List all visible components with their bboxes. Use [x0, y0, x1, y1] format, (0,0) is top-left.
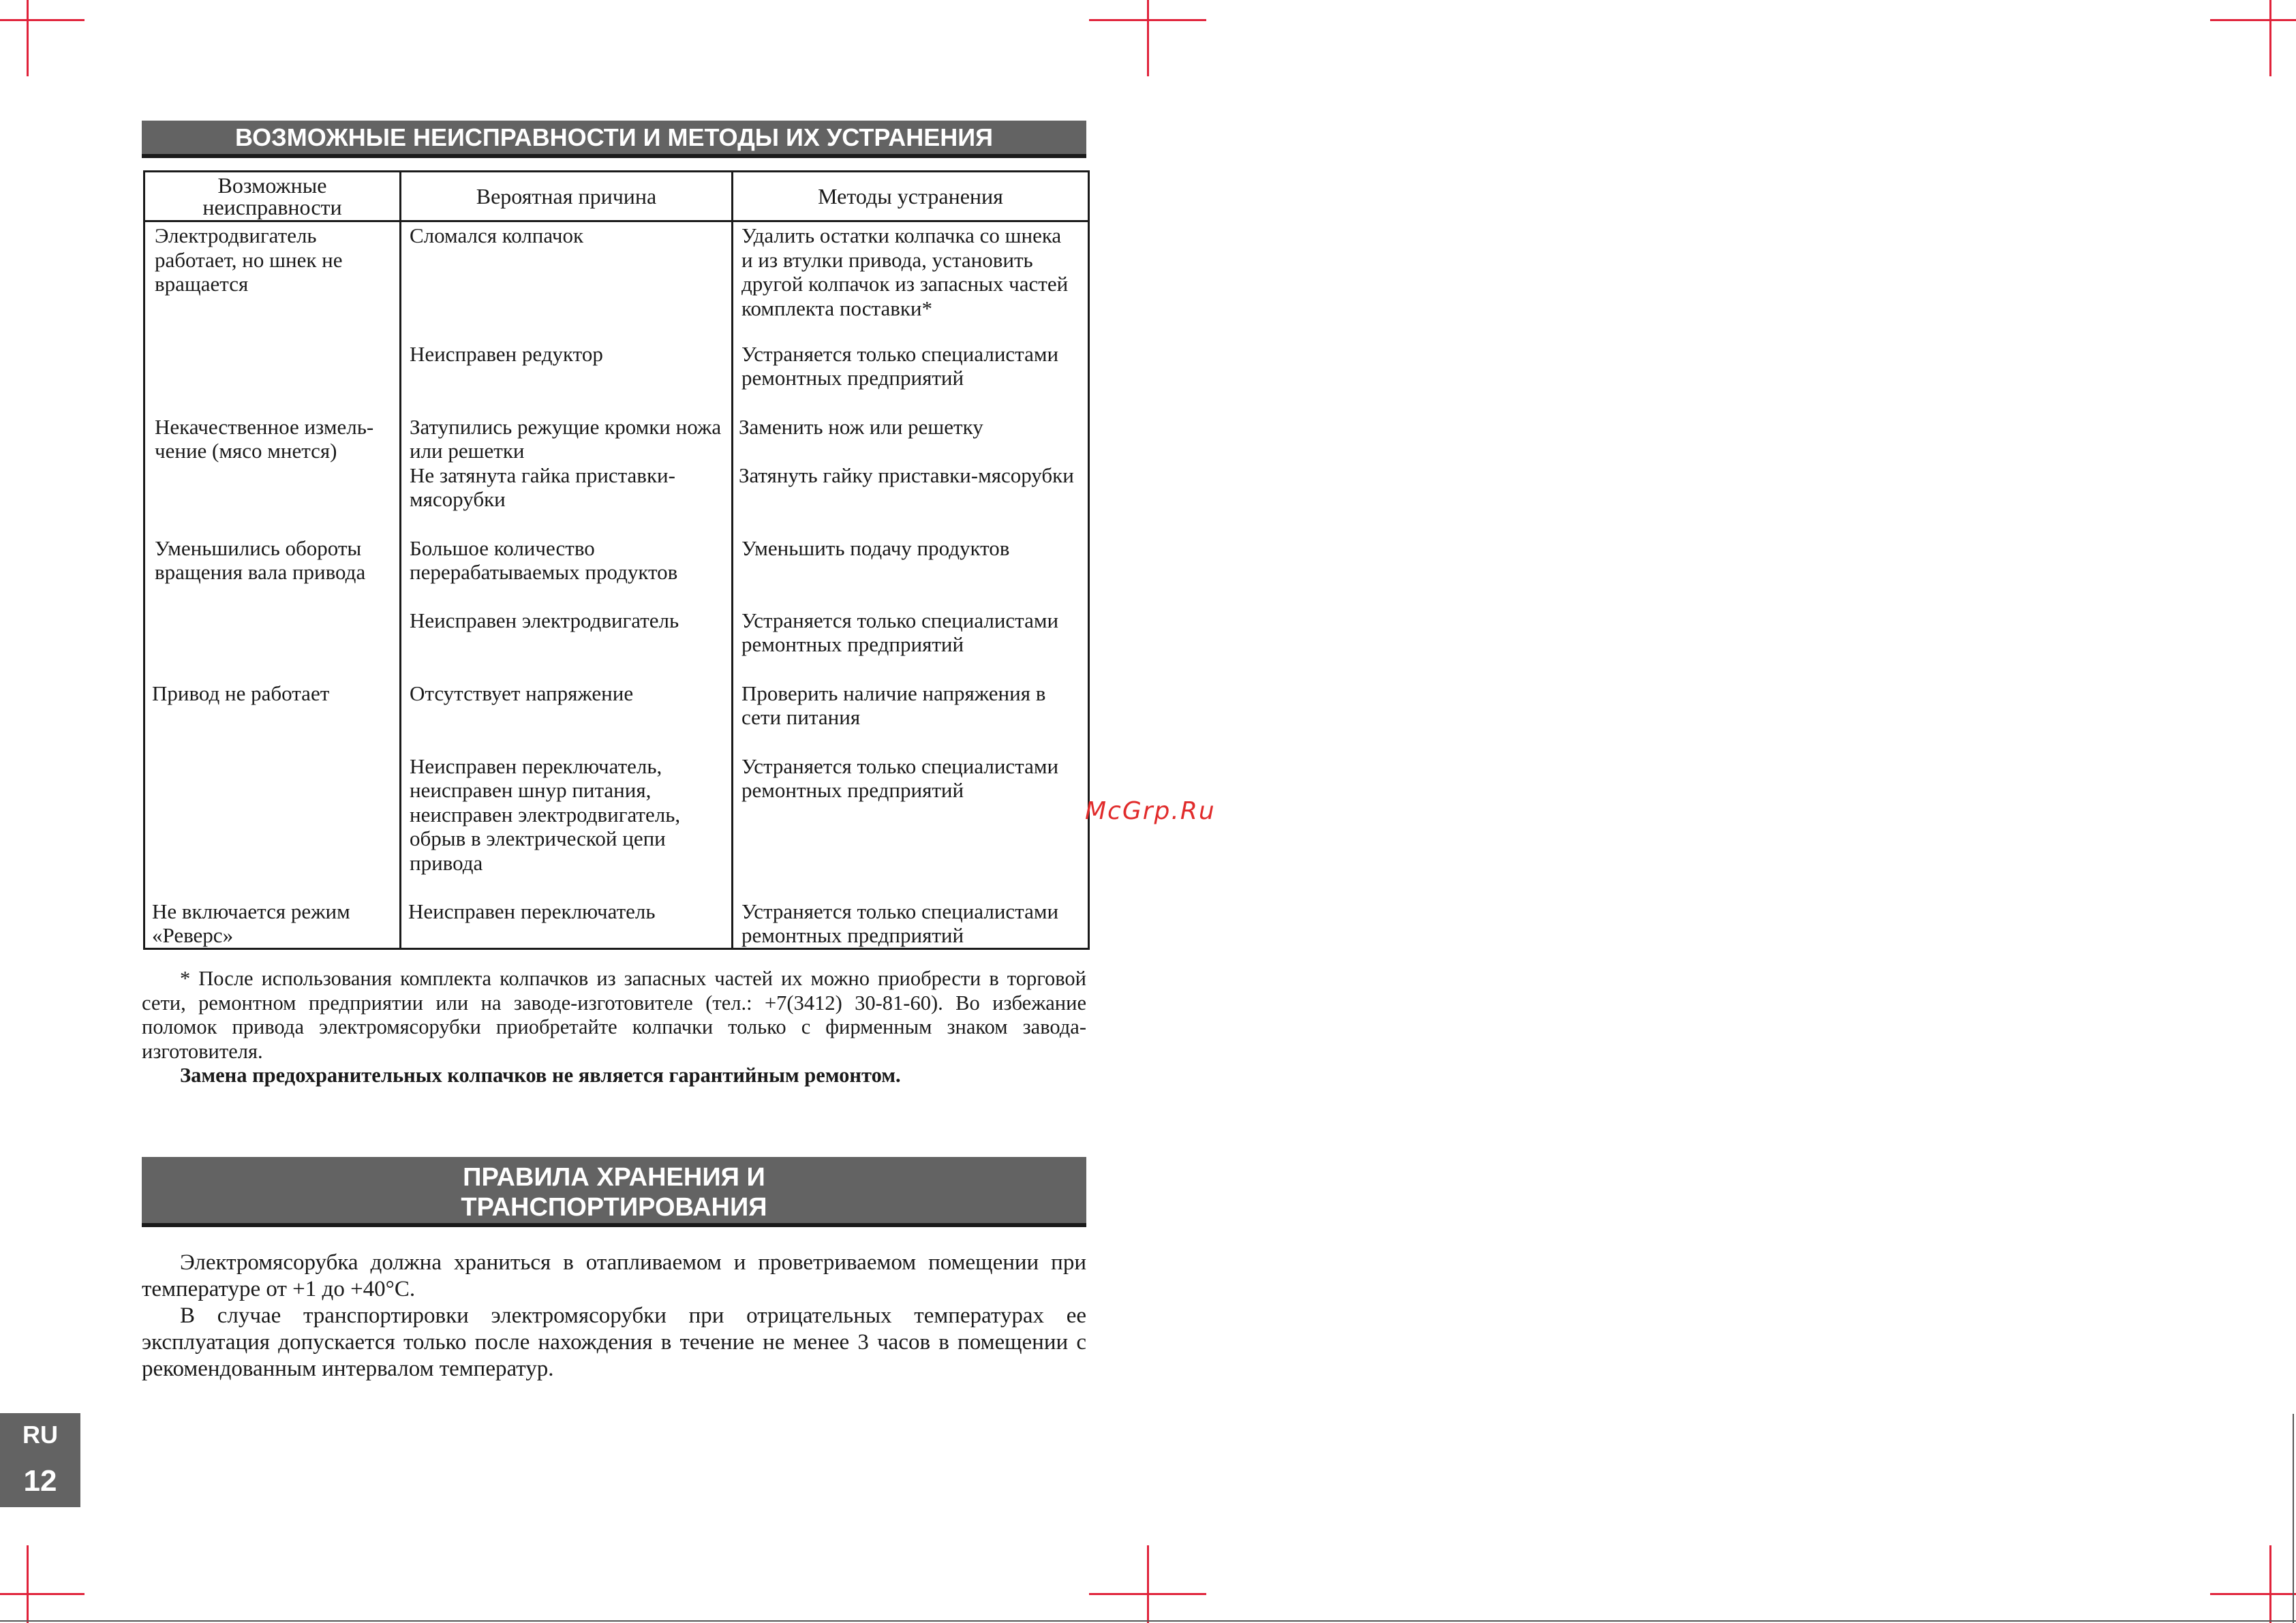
- page-edge: [2293, 1414, 2294, 1623]
- page-tab: [0, 1413, 80, 1507]
- cause-cell: Большое количество перерабатываемых продуктов: [410, 536, 678, 584]
- remedy-cell: Уменьшить подачу продуктов: [741, 536, 1010, 560]
- crop-mark: [2210, 1593, 2296, 1595]
- table-row: [144, 608, 1089, 681]
- remedy-cell: Удалить остатки колпачка со шнека и из втулки привода, установить другой колпачок из запасных частей комплекта поставки*: [741, 223, 1069, 320]
- table-row: [144, 415, 1089, 463]
- crop-mark: [2210, 19, 2296, 21]
- table-row: [144, 681, 1089, 754]
- storage-text: [142, 1250, 1086, 1382]
- column-header-faults: Возможные неисправности: [144, 172, 401, 221]
- remedy-cell: Затянуть гайку приставки-мясорубки: [739, 463, 1074, 487]
- cause-cell: Отсутствует напряжение: [410, 681, 634, 705]
- column-header-remedy: Методы устранения: [733, 172, 1089, 221]
- cause-cell: Неисправен переключатель, неисправен шнур питания, неисправен электродвигатель, обрыв в электрической цепи привода: [410, 754, 681, 875]
- remedy-cell: Устраняется только специалистами ремонтных предприятий: [741, 754, 1059, 802]
- storage-title-line: ТРАНСПОРТИРОВАНИЯ: [461, 1193, 767, 1222]
- fault-cell: Электродвигатель работает, но шнек не вращается: [155, 223, 343, 296]
- crop-mark: [1147, 1545, 1149, 1623]
- remedy-cell: Устраняется только специалистами ремонтных предприятий: [741, 899, 1059, 947]
- cause-cell: Затупились режущие кромки ножа или решетки: [410, 414, 722, 463]
- cause-cell: Сломался колпачок: [410, 223, 584, 247]
- table-row: [144, 899, 1089, 949]
- troubleshooting-title: ВОЗМОЖНЫЕ НЕИСПРАВНОСТИ И МЕТОДЫ ИХ УСТРАНЕНИЯ: [142, 121, 1086, 158]
- crop-mark: [2269, 0, 2271, 76]
- fault-cell: Уменьшились обороты вращения вала привода: [155, 536, 366, 584]
- remedy-cell: Заменить нож или решетку: [739, 414, 983, 439]
- page-number: 12: [23, 1464, 57, 1498]
- table-row: [144, 342, 1089, 415]
- watermark[interactable]: McGrp.Ru: [1085, 797, 1216, 825]
- crop-mark: [1147, 0, 1149, 76]
- warranty-note: Замена предохранительных колпачков не является гарантийным ремонтом.: [180, 1064, 901, 1087]
- crop-mark: [2269, 1545, 2271, 1623]
- table-row: [144, 463, 1089, 536]
- storage-title-line: ПРАВИЛА ХРАНЕНИЯ И: [463, 1163, 765, 1192]
- remedy-cell: Устраняется только специалистами ремонтных предприятий: [741, 341, 1059, 390]
- table-header-row: [144, 172, 1089, 221]
- table-row: [144, 221, 1089, 342]
- remedy-cell: Устраняется только специалистами ремонтных предприятий: [741, 608, 1059, 656]
- fault-cell: Некачественное измель- чение (мясо мнется): [155, 414, 374, 463]
- crop-mark: [0, 1593, 85, 1595]
- storage-title: [142, 1157, 1086, 1227]
- troubleshooting-table: [143, 170, 1090, 950]
- language-label: RU: [22, 1421, 58, 1449]
- table-row: [144, 754, 1089, 899]
- remedy-cell: Проверить наличие напряжения в сети питания: [741, 681, 1046, 729]
- column-header-cause: Вероятная причина: [401, 172, 733, 221]
- cause-cell: Неисправен редуктор: [410, 341, 603, 366]
- storage-paragraph: Электромясорубка должна храниться в отапливаемом и проветриваемом помещении при температуре от +1 до +40°С.: [142, 1250, 1086, 1301]
- cause-cell: Не затянута гайка приставки- мясорубки: [410, 463, 675, 511]
- cause-cell: Неисправен переключатель: [408, 899, 656, 923]
- fault-cell: Не включается режим «Реверс»: [152, 899, 350, 947]
- crop-mark: [0, 19, 85, 21]
- footnote-text: * После использования комплекта колпачков из запасных частей их можно приобрести в торговой сети, ремонтном предприятии или на заводе-изготовителе (тел.: +7(3412) 30-81-60). Во избежание поломок привода электромясорубки приобретайте колпачки только с фирменным знаком завода-изготовителя.: [142, 967, 1086, 1063]
- table-row: [144, 536, 1089, 608]
- footnote: [142, 967, 1086, 1088]
- cause-cell: Неисправен электродвигатель: [410, 608, 679, 632]
- crop-mark: [27, 1545, 29, 1623]
- storage-paragraph: В случае транспортировки электромясорубки при отрицательных температурах ее эксплуатация допускается только после нахождения в течение не менее 3 часов в помещении с рекомендованным интервалом температур.: [142, 1303, 1086, 1381]
- fault-cell: Привод не работает: [152, 681, 330, 705]
- crop-mark: [27, 0, 29, 76]
- page-edge: [0, 1620, 2296, 1622]
